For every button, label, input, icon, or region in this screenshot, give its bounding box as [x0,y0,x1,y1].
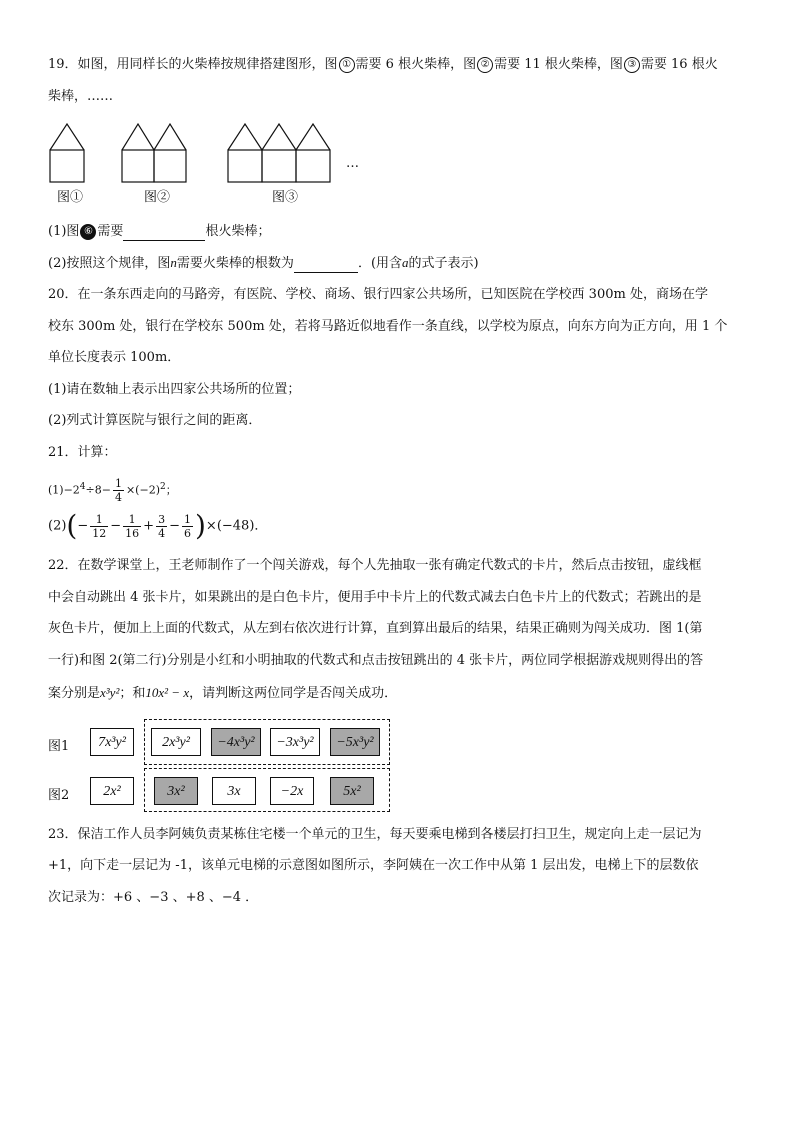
matchstick-figure-2 [122,124,186,182]
row1-hand-card: 7x³y² [90,728,134,756]
row1-card-3: −3x³y² [270,728,320,756]
matchstick-figure-3 [228,124,330,182]
row1-label: 图1 [48,739,70,754]
answer-xiaoming: 10x² − x [145,685,190,700]
q20-line1: 20．在一条东西走向的马路旁，有医院、学校、商场、银行四家公共场所，已知医院在学校西 300m 处，商场在学 [48,287,708,302]
q19-part1: (1)图 ⑥ 需要 根火柴棒； [48,224,271,239]
row2-label: 图2 [48,788,70,803]
answer-blank-2[interactable] [294,258,358,273]
q20-line2: 校东 300m 处，银行在学校东 500m 处，若将马路近似地看作一条直线，以学校为原点，向东方向为正方向，用 1 个 [48,319,728,334]
matchstick-figures [40,118,380,188]
row2-card-1: 3x² [154,777,198,805]
q19-line2: 柴棒，…… [48,89,114,104]
fraction-1-4: $\frac{1}{4}$ [114,477,122,505]
caption-fig2: 图② [144,190,171,205]
q20-line3: 单位长度表示 100m． [48,350,181,365]
q22-line4: 一行)和图 2(第二行)分别是小红和小明抽取的代数式和点击按钮跳出的 4 张卡片，两位同学根据游戏规则得出的答 [48,653,704,668]
row1-card-4: −5x³y² [330,728,380,756]
matchstick-figure-1 [50,124,84,182]
row2-card-3: −2x [270,777,314,805]
row2-card-4: 5x² [330,777,374,805]
row1-card-2: −4x³y² [211,728,261,756]
figures-ellipsis: … [346,156,359,171]
fig2-mark: ② [477,57,493,73]
row2-hand-card: 2x² [90,777,134,805]
q20-part2: (2)列式计算医院与银行之间的距离． [48,413,262,428]
q22-line3: 灰色卡片，便加上上面的代数式，从左到右依次进行计算，直到算出最后的结果，结果正确则为闯关成功．图 1(第 [48,621,703,636]
q20-part1: (1)请在数轴上表示出四家公共场所的位置； [48,382,301,397]
q21-part1: $(1)-2^4\div 8-$ $\frac{1}{4}$ $\times(-2)^2$； [48,477,177,505]
q23-line1: 23．保洁工作人员李阿姨负责某栋住宅楼一个单元的卫生，每天要乘电梯到各楼层打扫卫生，规定向上走一层记为 [48,827,702,842]
fraction-3-4: $\frac{3}{4}$ [158,512,166,540]
q21-title: 21．计算： [48,445,117,460]
fig6-mark: ⑥ [80,224,96,240]
row2-card-2: 3x [212,777,256,805]
q22-line5: 案分别是x³y²；和10x² − x，请判断这两位同学是否闯关成功． [48,685,398,701]
fraction-1-16: $\frac{1}{16}$ [125,512,140,540]
q22-line2: 中会自动跳出 4 张卡片，如果跳出的是白色卡片，便用手中卡片上的代数式减去白色卡片上的代数式；若跳出的是 [48,590,702,605]
fig1-mark: ① [339,57,355,73]
q23-line2: +1，向下走一层记为 -1，该单元电梯的示意图如图所示，李阿姨在一次工作中从第 1 层出发，电梯上下的层数依 [48,858,699,873]
answer-xiaohong: x³y² [100,685,120,700]
answer-blank-1[interactable] [123,226,205,241]
fraction-1-6: $\frac{1}{6}$ [183,512,191,540]
q23-line3: 次记录为：+6 、−3 、+8 、−4 ． [48,890,259,905]
fraction-1-12: $\frac{1}{12}$ [92,512,107,540]
q22-line1: 22．在数学课堂上，王老师制作了一个闯关游戏，每个人先抽取一张有确定代数式的卡片，然后点击按钮，虚线框 [48,558,702,573]
caption-fig1: 图① [57,190,84,205]
caption-fig3: 图③ [272,190,299,205]
q19-line1: 19．如图，用同样长的火柴棒按规律搭建图形，图 ① 需要 6 根火柴棒，图 ② 需要 11 根火柴棒，图 ③ 需要 16 根火 [48,57,718,72]
row1-card-1: 2x³y² [151,728,201,756]
q19-part2: (2)按照这个规律，图n需要火柴棒的根数为 ．(用含a的式子表示) [48,255,479,271]
fig3-mark: ③ [624,57,640,73]
q21-part2: (2)(− $\frac{1}{12}$ − $\frac{1}{16}$ + $\frac{3}{4}$ − $\frac{1}{6}$ )×(−48)． [48,509,268,542]
